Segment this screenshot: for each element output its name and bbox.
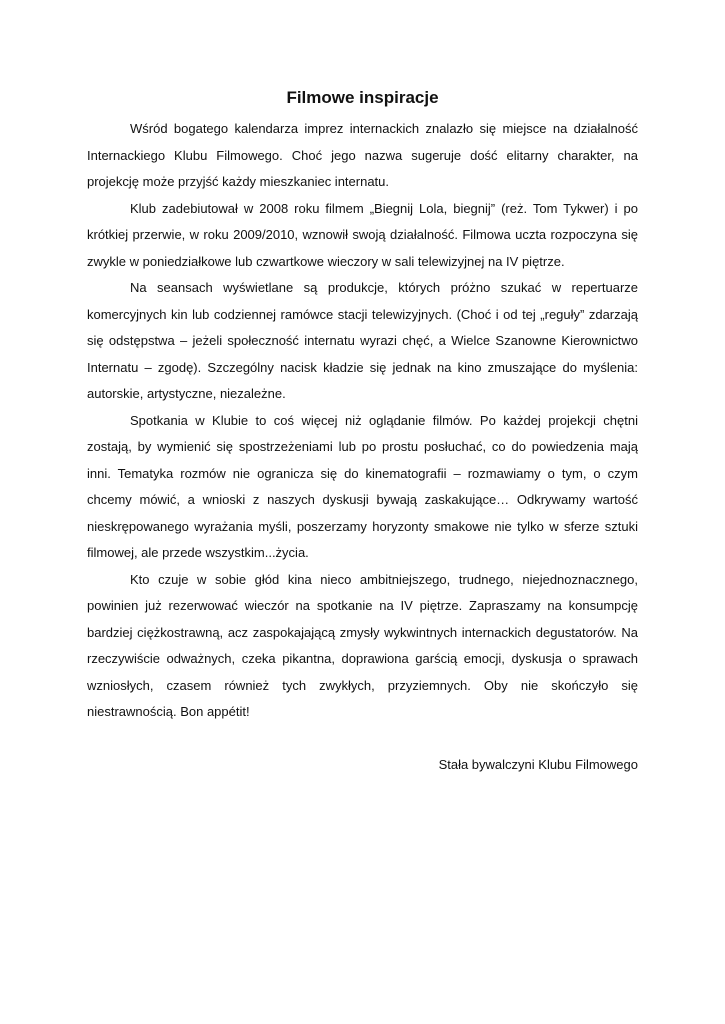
paragraph: Na seansach wyświetlane są produkcje, których próżno szukać w repertuarze komercyjnych kin lub codziennej ramówce stacji telewizyjnych. (Choć i od tej „reguły” zdarzają się odstępstwa – jeżeli społeczność internatu wyrazi chęć, a Wielce Szanowne Kierownictwo Internatu – zgodę). Szczególny nacisk kładzie się jednak na kino zmuszające do myślenia: autorskie, artystyczne, niezależne.: [87, 280, 638, 401]
signature: Stała bywalczyni Klubu Filmowego: [438, 756, 638, 772]
document-page: [87, 86, 638, 778]
paragraph: Kto czuje w sobie głód kina nieco ambitniejszego, trudnego, niejednoznacznego, powinien już rezerwować wieczór na spotkanie na IV piętrze. Zapraszamy na konsumpcję bardziej ciężkostrawną, acz zaspokajającą zmysły wykwintnych internackich degustatorów. Na rzeczywiście odważnych, czeka pikantna, doprawiona garścią emocji, dyskusja o sprawach wzniosłych, czasem również tych zwykłych, przyziemnych. Oby nie skończyło się niestrawnością. Bon appétit!: [87, 571, 638, 719]
paragraph: Klub zadebiutował w 2008 roku filmem „Biegnij Lola, biegnij” (reż. Tom Tykwer) i po krótkiej przerwie, w roku 2009/2010, wznowił swoją działalność. Filmowa uczta rozpoczyna się zwykle w poniedziałkowe lub czwartkowe wieczory w sali telewizyjnej na IV piętrze.: [87, 200, 638, 269]
document-title: Filmowe inspiracje: [286, 88, 439, 107]
paragraph: Spotkania w Klubie to coś więcej niż oglądanie filmów. Po każdej projekcji chętni zostają, by wymienić się spostrzeżeniami lub po prostu posłuchać, co do powiedzenia mają inni. Tematyka rozmów nie ogranicza się do kinematografii – rozmawiamy o tym, o czym chcemy mówić, a wnioski z naszych dyskusji bywają zaskakujące… Odkrywamy wartość nieskrępowanego wyrażania myśli, poszerzamy horyzonty smakowe nie tylko w sferze sztuki filmowej, ale przede wszystkim...życia.: [87, 412, 638, 560]
paragraph: Wśród bogatego kalendarza imprez internackich znalazło się miejsce na działalność Internackiego Klubu Filmowego. Choć jego nazwa sugeruje dość elitarny charakter, na projekcję może przyjść każdy mieszkaniec internatu.: [87, 121, 638, 189]
